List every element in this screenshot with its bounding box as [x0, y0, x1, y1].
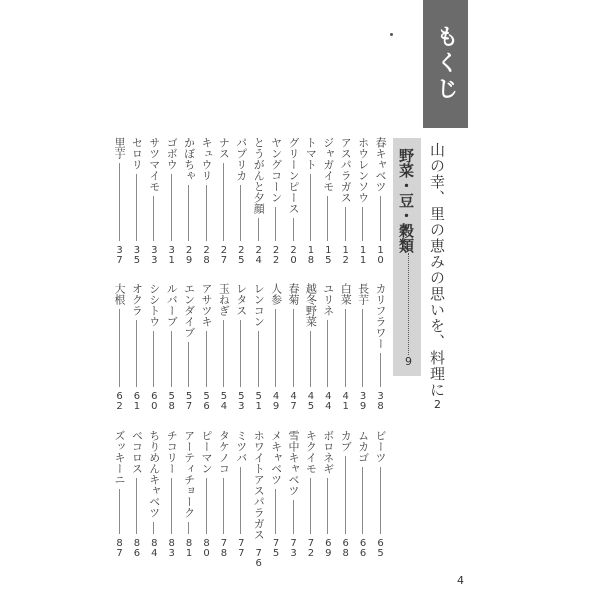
toc-entry[interactable]: [269, 283, 283, 411]
toc-entry-page: 57: [183, 391, 195, 411]
toc-title-tab: [423, 0, 468, 128]
toc-entry-title: カブ: [339, 430, 353, 452]
toc-entry-page: 51: [253, 391, 265, 411]
toc-entry-page: 80: [201, 538, 212, 558]
toc-entry[interactable]: [112, 430, 126, 558]
toc-entry-page: 15: [322, 245, 334, 265]
toc-title: もくじ: [433, 25, 458, 103]
toc-entry[interactable]: [164, 283, 178, 411]
toc-entry-title: ヤングコーン: [269, 137, 283, 203]
toc-entry-title: 長芋: [356, 283, 370, 305]
toc-entry-page: 38: [375, 391, 386, 411]
toc-entry-title: トマト: [304, 137, 318, 170]
toc-entry-page: 68: [340, 538, 352, 558]
toc-entry-leader: [105, 489, 120, 534]
toc-entry-page: 61: [131, 391, 143, 411]
toc-entry-page: 39: [357, 391, 369, 411]
toc-entry-page: 24: [253, 245, 265, 265]
toc-entry-title: サツマイモ: [147, 137, 161, 192]
toc-entry-page: 25: [235, 245, 247, 265]
toc-entry-page: 47: [288, 391, 299, 411]
toc-entry[interactable]: [286, 283, 300, 411]
toc-entry[interactable]: [164, 137, 178, 265]
section-title: 野菜・豆・穀類: [397, 148, 415, 253]
toc-entry-page: 27: [218, 245, 230, 265]
toc-entry[interactable]: [112, 137, 126, 265]
toc-entry-leader: [105, 163, 120, 241]
toc-entry-page: 18: [305, 245, 317, 265]
toc-entry[interactable]: [147, 137, 161, 265]
section-leader: [389, 253, 409, 355]
toc-entry-title: パプリカ: [234, 137, 248, 181]
toc-entry-page: 44: [322, 391, 334, 411]
toc-entry-title: 人参: [269, 283, 283, 305]
toc-entry-page: 37: [114, 245, 125, 265]
toc-entry-page: 76: [253, 548, 265, 568]
toc-entry-page: 65: [375, 538, 386, 558]
toc-entry-leader: [105, 309, 120, 387]
toc-entry-page: 84: [148, 538, 160, 558]
toc-entry-title: 春菊: [287, 283, 300, 305]
toc-entry[interactable]: [338, 137, 352, 265]
toc-entry-page: 45: [305, 391, 317, 411]
toc-entry[interactable]: [303, 283, 317, 411]
toc-entry-page: 33: [148, 245, 160, 265]
ink-dot: [390, 33, 393, 36]
toc-entry[interactable]: [373, 283, 387, 411]
toc-entry[interactable]: [356, 430, 370, 558]
toc-entry[interactable]: [216, 283, 230, 411]
toc-entry[interactable]: [356, 137, 370, 265]
toc-entry-page: 72: [305, 538, 317, 558]
toc-entry-page: 66: [357, 538, 369, 558]
toc-entry-title: ホワイトアスパラガス: [252, 430, 266, 540]
toc-entry[interactable]: [303, 430, 317, 558]
toc-entry-title: オクラ: [130, 283, 144, 316]
toc-entry[interactable]: [182, 430, 196, 558]
toc-entry[interactable]: [234, 137, 248, 265]
toc-entry-page: 28: [201, 245, 212, 265]
toc-entry[interactable]: [286, 430, 300, 558]
toc-entry[interactable]: [303, 137, 317, 265]
toc-entry[interactable]: [182, 283, 196, 411]
toc-entry[interactable]: [321, 137, 335, 265]
section-header[interactable]: [393, 138, 421, 376]
toc-entry-title: レンコン: [252, 283, 266, 327]
toc-entry-title: かぼちゃ: [182, 137, 196, 181]
toc-entry[interactable]: [182, 137, 196, 265]
toc-entry[interactable]: [286, 137, 300, 265]
toc-entry[interactable]: [112, 283, 126, 411]
toc-entry-title: ジャガイモ: [321, 137, 335, 192]
toc-entry-title: キュウリ: [200, 137, 213, 181]
toc-entry-page: 87: [114, 538, 125, 558]
toc-entry-page: 58: [166, 391, 178, 411]
toc-entry-page: 60: [148, 391, 160, 411]
toc-entry[interactable]: [251, 430, 266, 568]
toc-entry-page: 75: [270, 538, 282, 558]
toc-entry-title: エンダイブ: [182, 283, 196, 338]
toc-entry-title: アスパラガス: [339, 137, 353, 203]
toc-entry-title: ビーツ: [374, 430, 387, 463]
toc-entry-title: 大根: [113, 283, 126, 305]
toc-entry-title: 春キャベツ: [374, 137, 387, 192]
toc-entry-title: アーティチョーク: [182, 430, 196, 518]
toc-entry-title: シシトウ: [147, 283, 161, 327]
toc-entry[interactable]: [234, 430, 248, 558]
toc-entry[interactable]: [269, 137, 283, 265]
intro-entry[interactable]: [426, 142, 448, 411]
toc-entry[interactable]: [199, 283, 213, 411]
toc-entry-title: ズッキーニ: [113, 430, 126, 485]
toc-entry[interactable]: [164, 430, 178, 558]
toc-entry[interactable]: [251, 283, 265, 411]
toc-entry-title: 里芋: [113, 137, 126, 159]
toc-entry-page: 20: [288, 245, 299, 265]
toc-entry-page: 10: [375, 245, 386, 265]
toc-entry-page: 49: [270, 391, 282, 411]
toc-entry-title: アサツキ: [200, 283, 213, 327]
toc-entry-page: 31: [166, 245, 178, 265]
toc-entry-title: ムカゴ: [356, 430, 370, 463]
toc-entry[interactable]: [321, 283, 335, 411]
toc-entry-title: 白菜: [339, 283, 353, 305]
toc-entry-page: 54: [218, 391, 230, 411]
toc-entry-page: 35: [131, 245, 143, 265]
toc-entry[interactable]: [216, 137, 230, 265]
toc-entry-title: ちりめんキャベツ: [147, 430, 161, 518]
toc-entry-page: 29: [183, 245, 195, 265]
toc-entry-title: カリフラワー: [374, 283, 387, 349]
toc-entry-page: 11: [357, 245, 369, 265]
toc-entry-title: 雪中キャベツ: [287, 430, 300, 496]
toc-entry-page: 78: [218, 538, 230, 558]
section-page: 9: [402, 355, 415, 368]
intro-page: 2: [431, 398, 444, 411]
toc-entry-title: ミツバ: [234, 430, 248, 463]
toc-entry-page: 81: [183, 538, 195, 558]
toc-entry-page: 73: [288, 538, 299, 558]
toc-entry[interactable]: [269, 430, 283, 558]
toc-entry[interactable]: [216, 430, 230, 558]
toc-entry-page: 22: [270, 245, 282, 265]
toc-entry[interactable]: [356, 283, 370, 411]
toc-entry[interactable]: [147, 283, 161, 411]
toc-entry-title: タケノコ: [217, 430, 231, 474]
toc-entry-page: 69: [322, 538, 334, 558]
toc-entry-title: とうがんと夕顔: [252, 137, 266, 214]
toc-entry-title: ボロネギ: [321, 430, 335, 474]
toc-entry[interactable]: [129, 430, 143, 558]
toc-entry-page: 12: [340, 245, 352, 265]
toc-entry-page: 77: [235, 538, 247, 558]
toc-entry-title: 玉ねぎ: [217, 283, 231, 316]
page-number: 4: [457, 574, 464, 587]
toc-entry[interactable]: [338, 283, 352, 411]
toc-entry-title: ユリネ: [321, 283, 335, 316]
toc-entry-page: 83: [166, 538, 178, 558]
toc-entry-page: 86: [131, 538, 143, 558]
toc-entry-title: ルバーブ: [165, 283, 179, 327]
toc-entry-title: ゴボウ: [165, 137, 179, 170]
toc-entry-title: メキャベツ: [269, 430, 283, 485]
toc-entry-title: ナス: [217, 137, 231, 159]
toc-entry-title: ベコロス: [130, 430, 144, 474]
toc-entry[interactable]: [251, 137, 265, 265]
toc-entry-title: ホウレンソウ: [356, 137, 370, 203]
toc-entry-title: ピーマン: [200, 430, 213, 474]
toc-entry[interactable]: [147, 430, 161, 558]
section-header-text: [399, 148, 417, 368]
toc-entry[interactable]: [129, 283, 143, 411]
toc-entry-page: 56: [201, 391, 212, 411]
toc-entry-title: 越冬野菜: [304, 283, 318, 327]
toc-entry[interactable]: [234, 283, 248, 411]
toc-entry-title: セロリ: [130, 137, 144, 170]
intro-title: 山の幸、里の恵みの思いを、料理に: [428, 142, 446, 398]
toc-entry[interactable]: [129, 137, 143, 265]
toc-entry[interactable]: [321, 430, 335, 558]
toc-entry[interactable]: [373, 137, 387, 265]
toc-entry-page: 62: [114, 391, 125, 411]
toc-entry-page: 53: [235, 391, 247, 411]
toc-entry[interactable]: [199, 137, 213, 265]
toc-entry-title: グリーンピース: [287, 137, 300, 214]
toc-entry[interactable]: [338, 430, 352, 558]
toc-entry-title: チコリー: [165, 430, 179, 474]
toc-entry[interactable]: [199, 430, 213, 558]
toc-entry-title: キクイモ: [304, 430, 318, 474]
toc-entry-title: レタス: [234, 283, 248, 316]
toc-entry[interactable]: [373, 430, 387, 558]
toc-entry-page: 41: [340, 391, 352, 411]
